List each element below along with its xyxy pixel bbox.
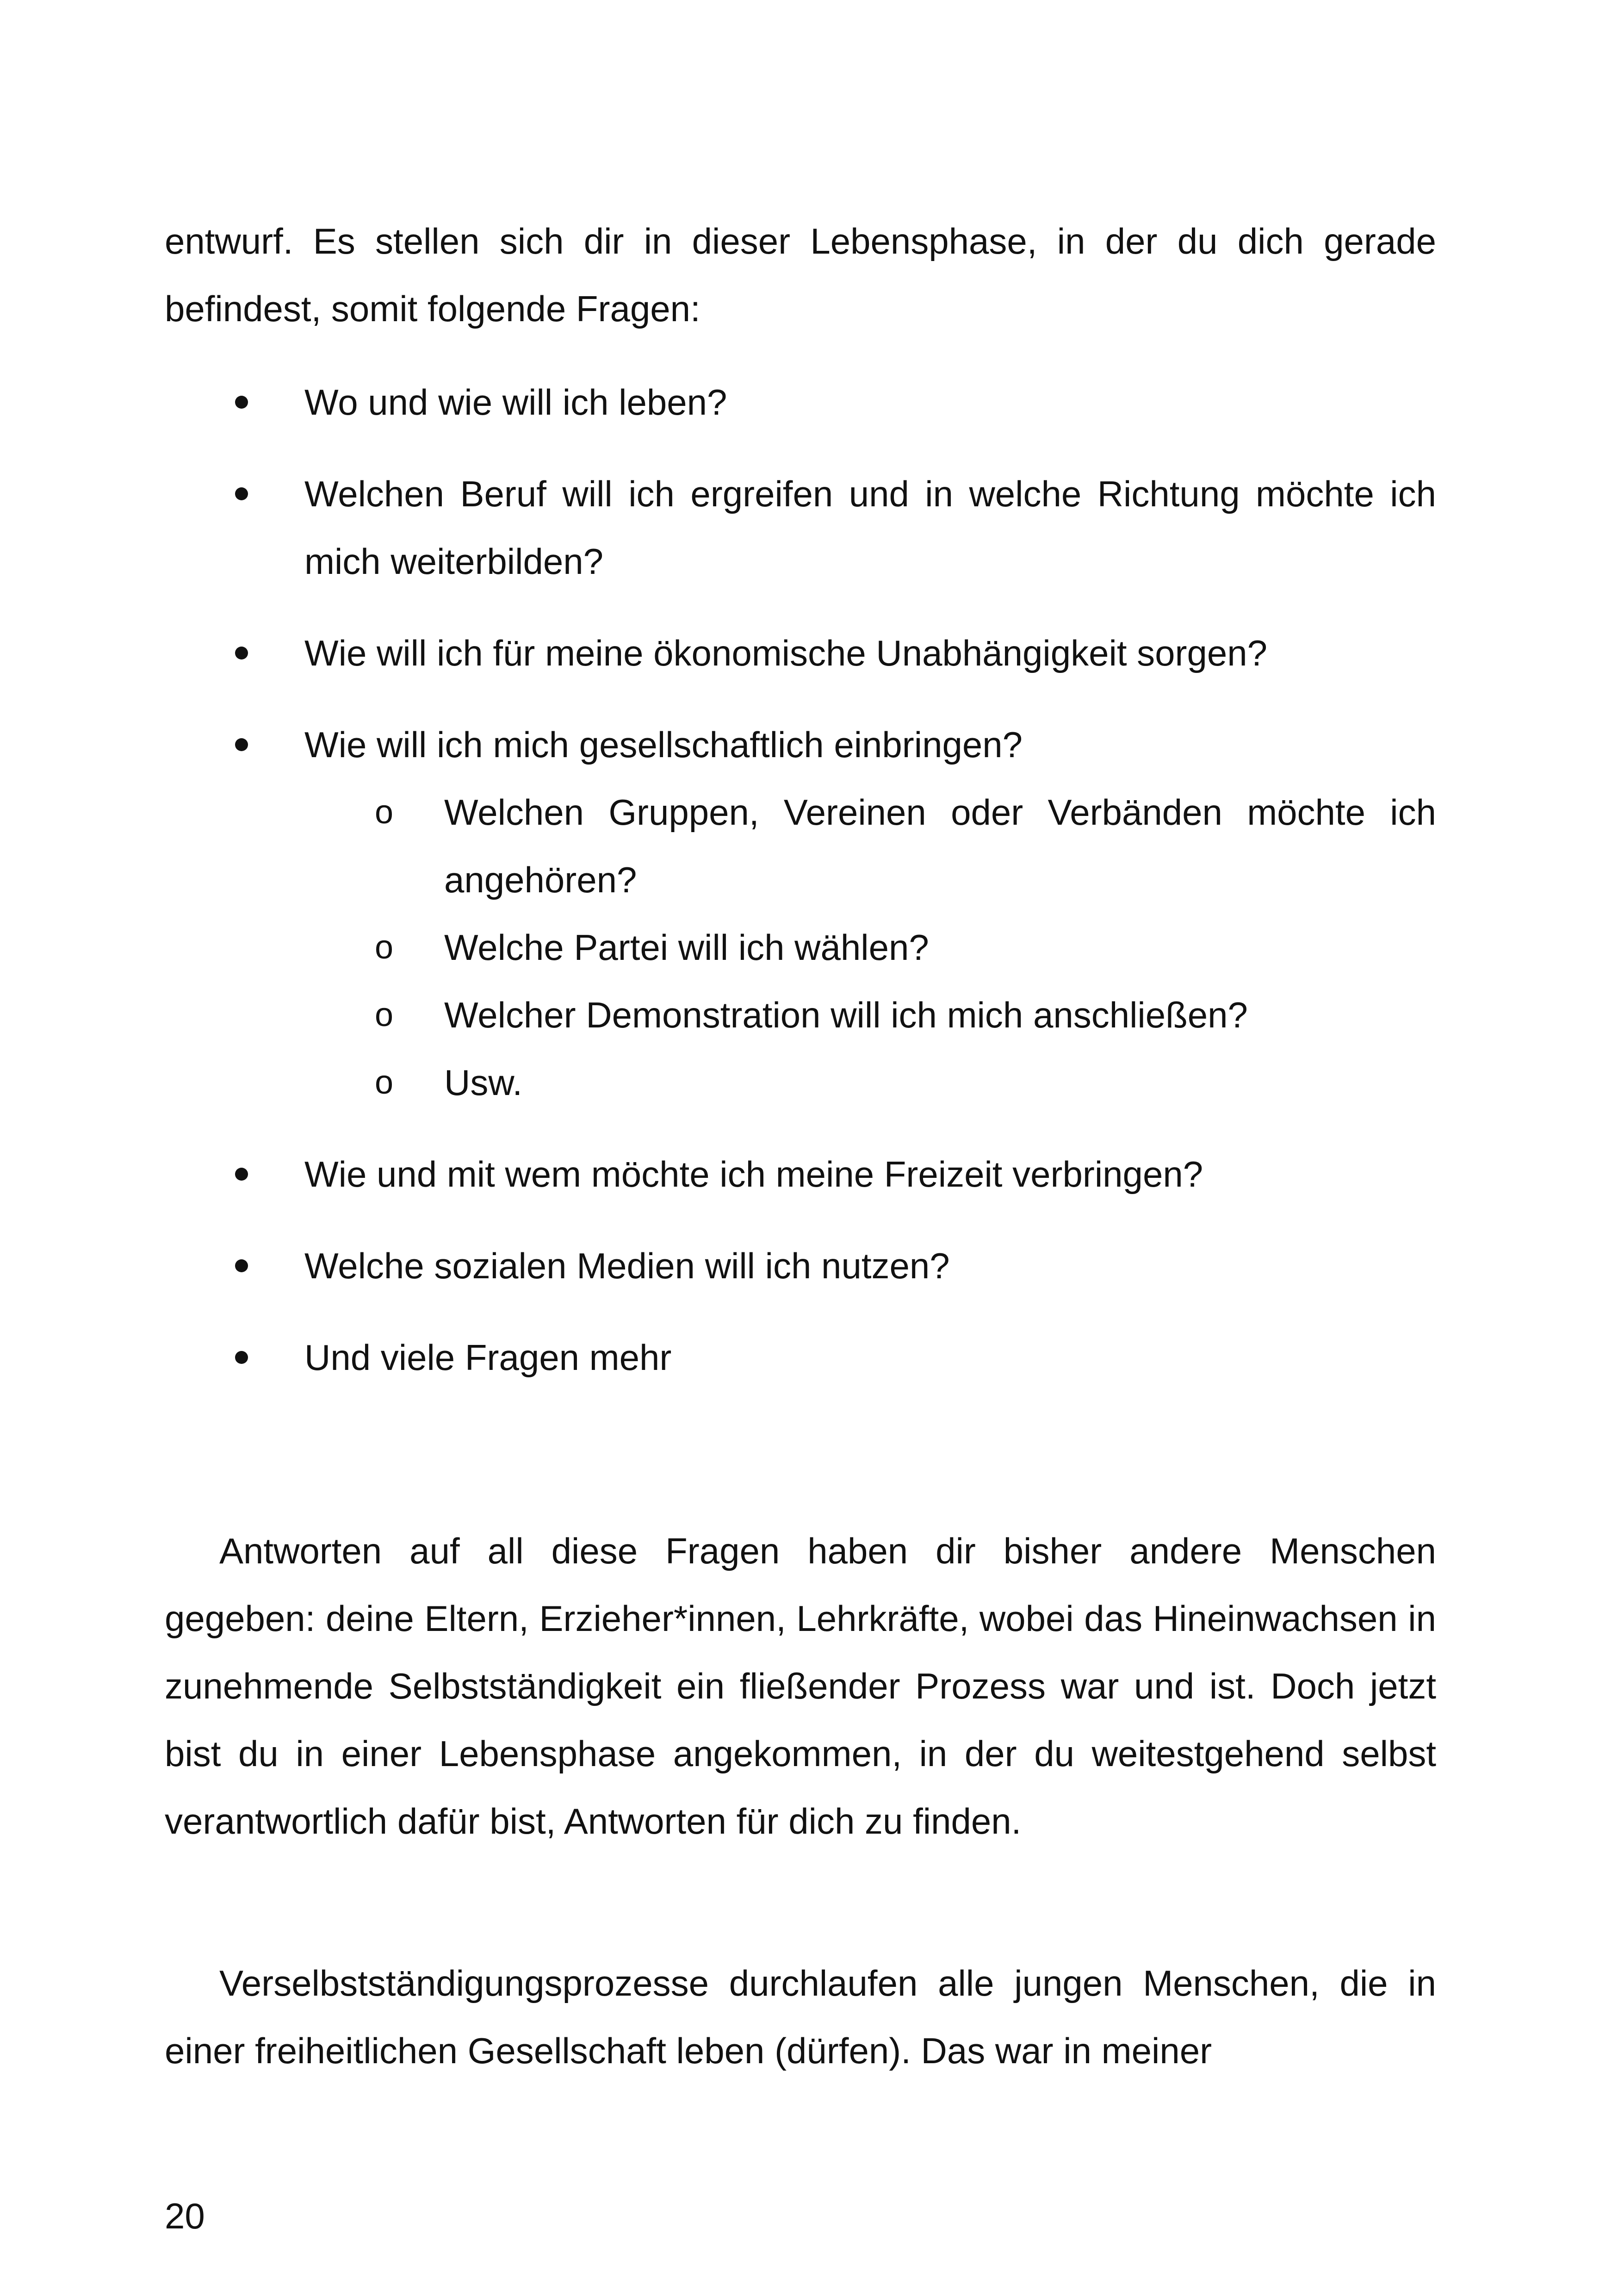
list-item <box>165 368 1436 436</box>
sub-list-item <box>304 1049 1436 1116</box>
circle-bullet-icon: o <box>375 794 394 831</box>
sub-list-item-text: Welche Partei will ich wählen? <box>444 927 929 968</box>
list-item <box>165 711 1436 1116</box>
bullet-dot-icon <box>235 1168 248 1181</box>
body-paragraph-1: Antworten auf all diese Fragen haben dir bisher andere Menschen gegeben: deine Eltern, Erzieher*innen, Lehrkräfte, wobei das Hineinwachsen in zunehmende Selbstständigkeit ein fließender Prozess war und ist. Doch jetzt bist du in einer Lebensphase angekommen, in der du weitestgehend selbst verantwortlich dafür bist, Antworten für dich zu finden. <box>165 1531 1436 1842</box>
list-item-text: Und viele Fragen mehr <box>304 1337 672 1378</box>
bullet-dot-icon <box>235 647 248 660</box>
sub-list-item-text: Welchen Gruppen, Vereinen oder Verbänden möchte ich angehören? <box>444 792 1436 900</box>
body-paragraph-2: Verselbstständigungsprozesse durchlaufen alle jungen Menschen, die in einer freiheitlichen Gesellschaft leben (dürfen). Das war in meiner <box>165 1963 1436 2071</box>
list-item-text: Wo und wie will ich leben? <box>304 382 727 423</box>
question-list <box>165 368 1436 1415</box>
sub-list-item <box>304 981 1436 1049</box>
list-item-text: Wie und mit wem möchte ich meine Freizeit verbringen? <box>304 1154 1203 1195</box>
sub-list-item <box>304 914 1436 981</box>
sub-list-item <box>304 778 1436 914</box>
sub-question-list <box>304 778 1436 1116</box>
circle-bullet-icon: o <box>375 929 394 966</box>
sub-list-item-text: Usw. <box>444 1062 523 1103</box>
list-item <box>165 1232 1436 1300</box>
list-item-text: Welche sozialen Medien will ich nutzen? <box>304 1245 950 1286</box>
list-item-text: Wie will ich mich gesellschaftlich einbringen? <box>304 724 1023 765</box>
intro-paragraph: entwurf. Es stellen sich dir in dieser Lebensphase, in der du dich gerade befindest, somit folgende Fragen: <box>165 221 1436 329</box>
list-item <box>165 1140 1436 1208</box>
circle-bullet-icon: o <box>375 1064 394 1101</box>
list-item-text: Wie will ich für meine ökonomische Unabhängigkeit sorgen? <box>304 633 1268 673</box>
page-number: 20 <box>165 2196 205 2236</box>
sub-list-item-text: Welcher Demonstration will ich mich anschließen? <box>444 995 1248 1035</box>
bullet-dot-icon <box>235 396 248 409</box>
bullet-dot-icon <box>235 1351 248 1364</box>
list-item <box>165 619 1436 687</box>
bullet-dot-icon <box>235 738 248 751</box>
circle-bullet-icon: o <box>375 996 394 1033</box>
list-item <box>165 1324 1436 1391</box>
bullet-dot-icon <box>235 487 248 500</box>
bullet-dot-icon <box>235 1259 248 1272</box>
list-item-text: Welchen Beruf will ich ergreifen und in welche Richtung möchte ich mich weiterbilden? <box>304 473 1436 582</box>
list-item <box>165 460 1436 595</box>
